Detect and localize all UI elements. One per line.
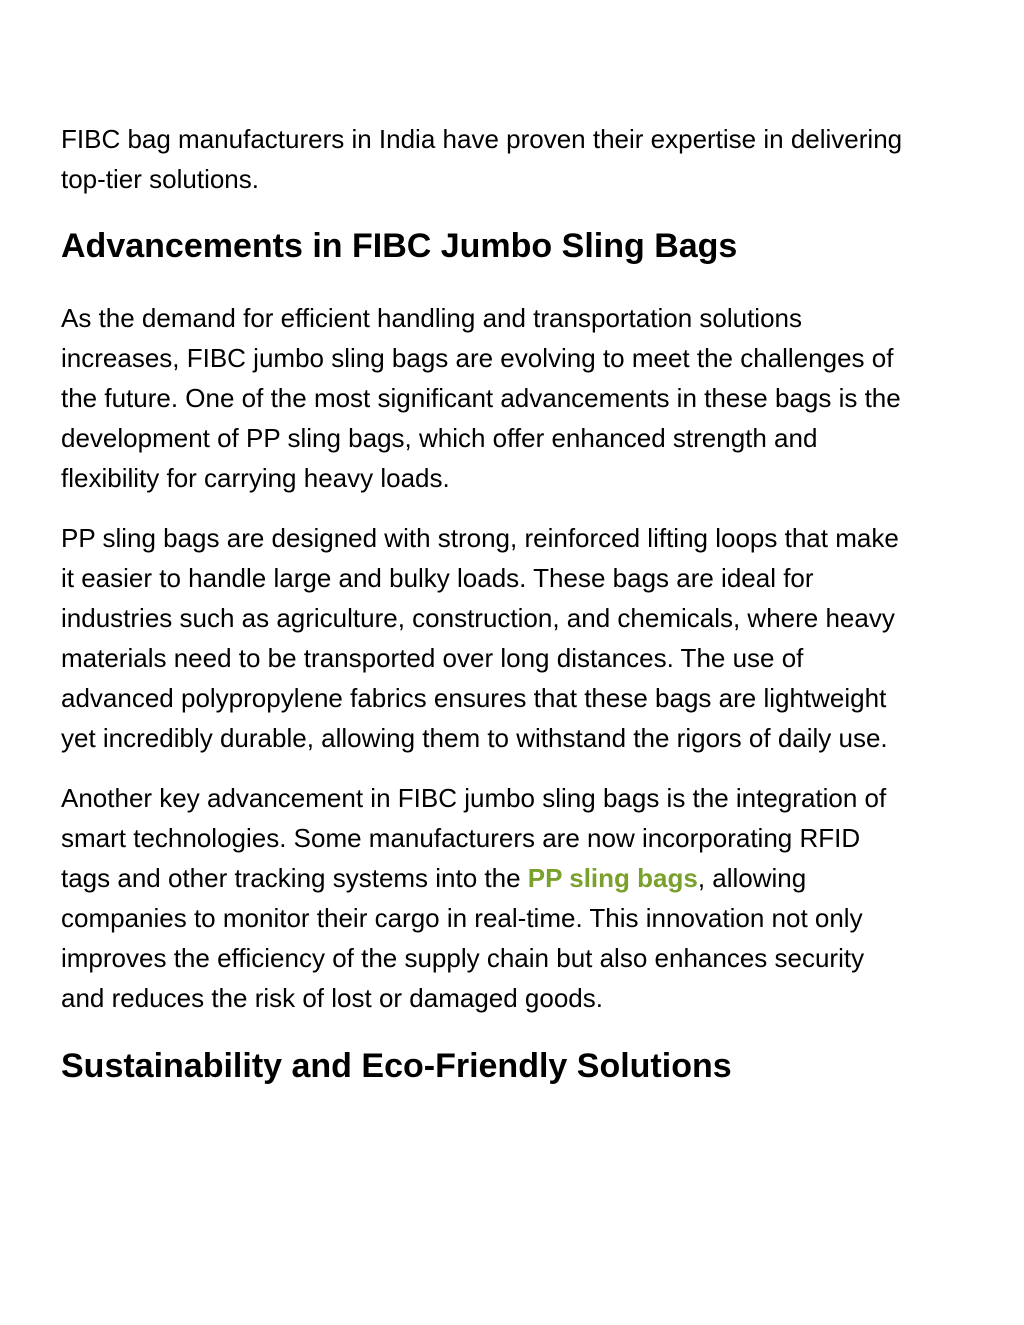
intro-paragraph: FIBC bag manufacturers in India have proven their expertise in delivering top-tier solutions. — [61, 124, 903, 194]
heading-advancements: Advancements in FIBC Jumbo Sling Bags — [61, 227, 738, 265]
paragraph-demand: As the demand for efficient handling and transportation solutions increases, FIBC jumbo sling bags are evolving to meet the challenges of the future. One of the most significant advancements in these bags is the development of PP sling bags, which offer enhanced strength and flexibility for carrying heavy loads. — [61, 303, 901, 493]
paragraph-smart-text-start: Another key advancement in FIBC jumbo sling bags is the integration of smart technologies. Some manufacturers are now incorporating RFID tags and other tracking systems into the — [61, 783, 887, 893]
paragraph-smart-technologies — [61, 778, 912, 1018]
paragraph-smart-text-end: , allowing companies to monitor their cargo in real-time. This innovation not only improves the efficiency of the supply chain but also enhances security and reduces the risk of lost or damaged goods. — [61, 863, 865, 1013]
heading-sustainability: Sustainability and Eco-Friendly Solutions — [61, 1047, 732, 1085]
paragraph-pp-sling-design: PP sling bags are designed with strong, reinforced lifting loops that make it easier to handle large and bulky loads. These bags are ideal for industries such as agriculture, construction, and chemicals, where heavy materials need to be transported over long distances. The use of advanced polypropylene fabrics ensures that these bags are lightweight yet incredibly durable, allowing them to withstand the rigors of daily use. — [61, 523, 899, 753]
pp-sling-bags-link[interactable]: PP sling bags — [527, 863, 698, 893]
